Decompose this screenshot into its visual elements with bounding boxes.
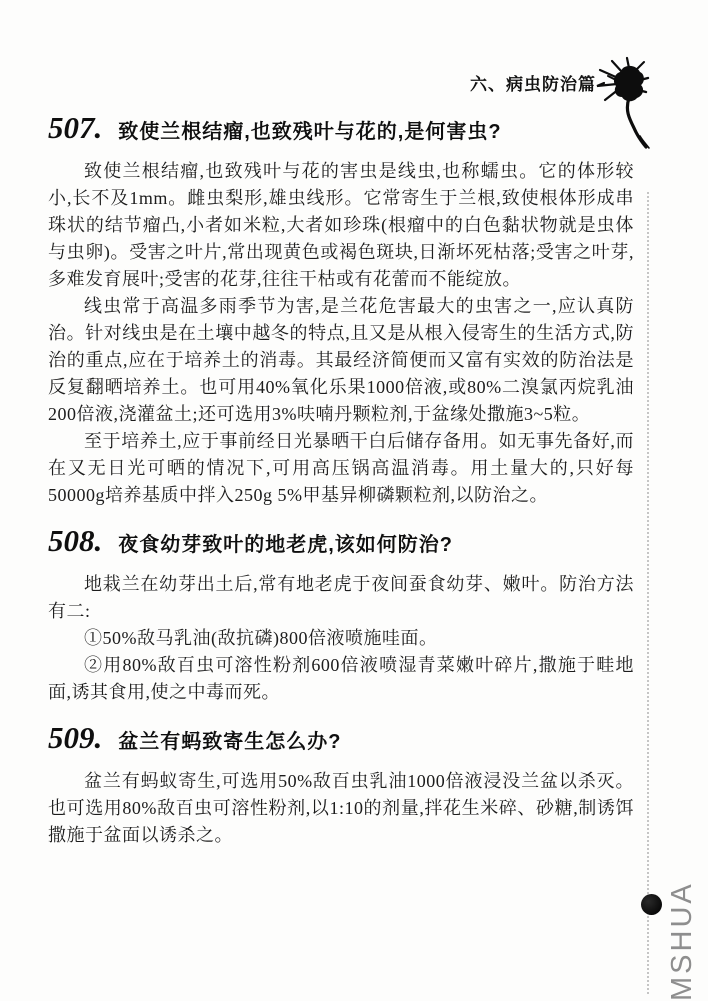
entry-507-paragraph-3: 至于培养土,应于事前经日光暴晒干白后储存备用。如无事先备好,而在又无日光可晒的情况下,可用高压锅高温消毒。用土量大的,只好每50000g培养基质中拌入250g 5%甲基异柳磷颗粒剂,以防治之。 [48, 431, 634, 505]
qa-entry-509 [48, 722, 634, 849]
page-edge-dotted-line [647, 192, 649, 994]
qa-entry-507 [48, 112, 634, 509]
watermark-text: MSHUA [666, 881, 698, 1001]
running-header [0, 70, 596, 95]
entry-509-heading [48, 722, 634, 754]
entry-507-title: 致使兰根结瘤,也致残叶与花的,是何害虫? [118, 121, 502, 143]
entry-509-paragraph-1: 盆兰有蚂蚁寄生,可选用50%敌百虫乳油1000倍液浸没兰盆以杀灭。也可选用80%敌百虫可溶性粉剂,以1:10的剂量,拌花生米碎、砂糖,制诱饵撒施于盆面以诱杀之。 [48, 771, 634, 845]
entry-508-heading [48, 525, 634, 557]
entry-508-list-item-1: ①50%敌马乳油(敌抗磷)800倍液喷施哇面。 [84, 628, 438, 648]
entry-507-paragraph-2: 线虫常于高温多雨季节为害,是兰花危害最大的虫害之一,应认真防治。针对线虫是在土壤中越冬的特点,且又是从根入侵寄生的生活方式,防治的重点,应在于培养土的消毒。其最经济简便而又富有实效的防治法是反复翻晒培养土。也可用40%氧化乐果1000倍液,或80%二溴氯丙烷乳油200倍液,浇灌盆土;还可选用3%呋喃丹颗粒剂,于盆缘处撒施3~5粒。 [48, 296, 634, 424]
entry-508-number: 508. [48, 523, 103, 558]
entry-507-number: 507. [48, 110, 103, 145]
entry-509-title: 盆兰有蚂致寄生怎么办? [118, 731, 342, 753]
page-text-block [48, 108, 634, 849]
entry-507-heading [48, 112, 634, 144]
qa-entry-508 [48, 525, 634, 706]
entry-508-title: 夜食幼芽致叶的地老虎,该如何防治? [118, 534, 454, 556]
page-marker-dot [641, 894, 662, 915]
entry-508-list-item-2: ②用80%敌百虫可溶性粉剂600倍液喷湿青菜嫩叶碎片,撒施于畦地面,诱其食用,使之中毒而死。 [48, 655, 634, 702]
entry-508-paragraph-1: 地栽兰在幼芽出土后,常有地老虎于夜间蚕食幼芽、嫩叶。防治方法有二: [48, 574, 634, 621]
insect-body [614, 66, 644, 101]
entry-509-number: 509. [48, 720, 103, 755]
entry-507-paragraph-1: 致使兰根结瘤,也致残叶与花的害虫是线虫,也称蠕虫。它的体形较小,长不及1mm。雌虫梨形,雄虫线形。它常寄生于兰根,致使根体形成串珠状的结节瘤凸,小者如米粒,大者如珍珠(根瘤中的白色黏状物就是虫体与虫卵)。受害之叶片,常出现黄色或褐色斑块,日渐坏死枯落;受害之叶芽,多难发育展叶;受害的花芽,往往干枯或有花蕾而不能绽放。 [48, 161, 634, 289]
chapter-header-label: 六、病虫防治篇 [470, 75, 596, 94]
